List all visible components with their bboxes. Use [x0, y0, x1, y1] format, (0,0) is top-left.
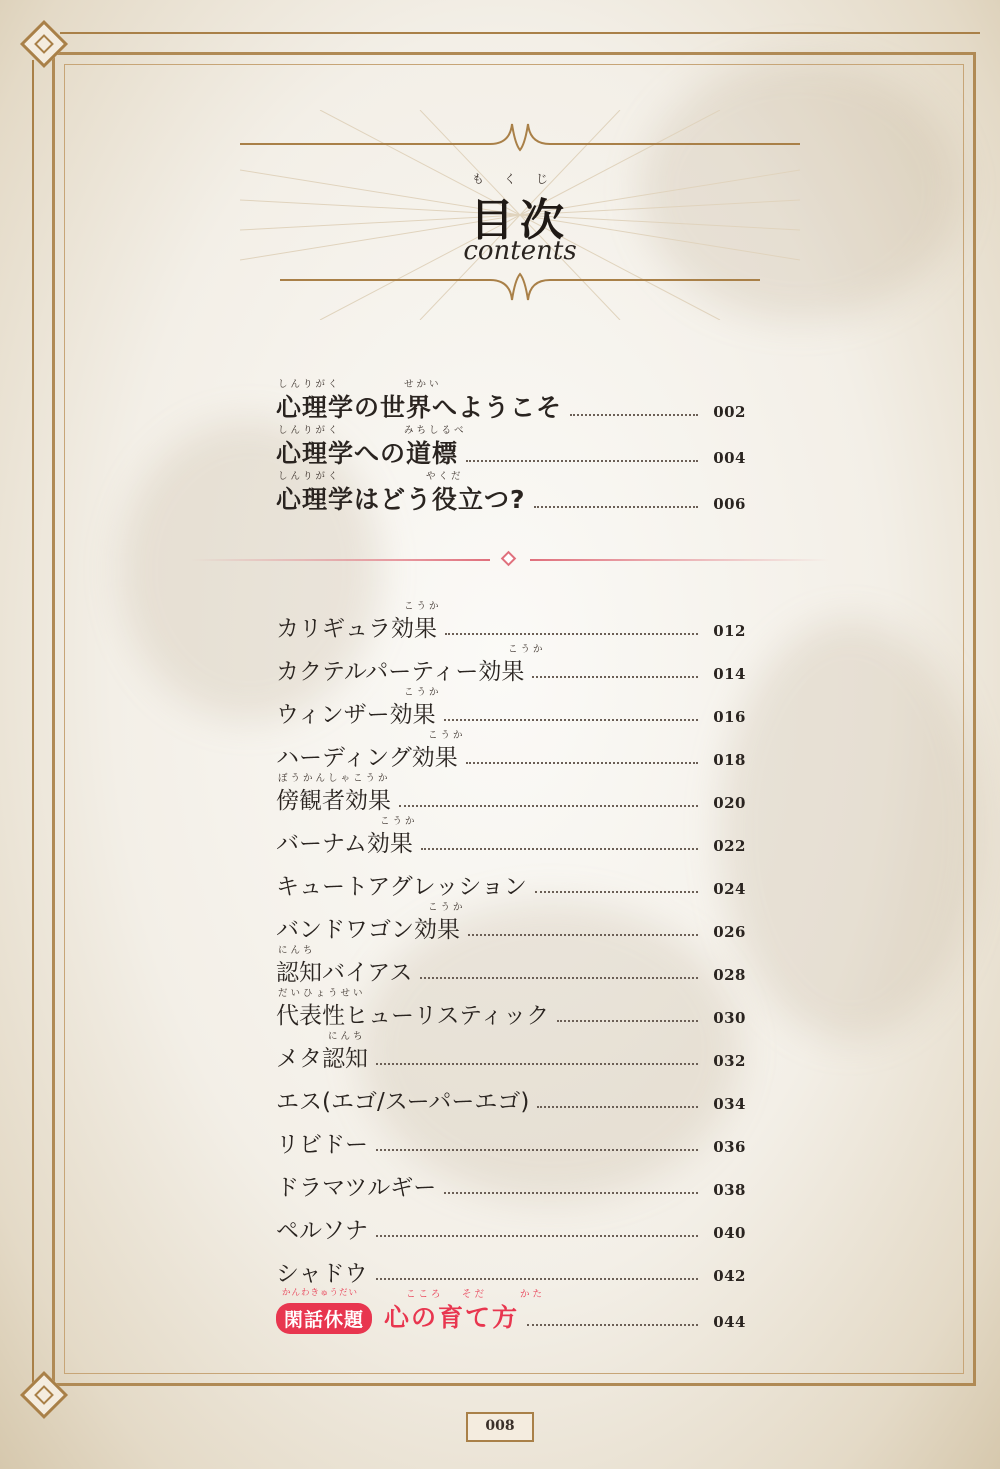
- title-block: [240, 110, 800, 320]
- leader-dots: [376, 1063, 698, 1065]
- page-title: 目次: [470, 195, 570, 246]
- toc-label: ペルソナ: [276, 1218, 368, 1244]
- leader-dots: [376, 1278, 698, 1280]
- ruby-text: かんわきゅうだい: [282, 1288, 359, 1298]
- leader-dots: [535, 891, 698, 893]
- ruby-text: しんりがく: [278, 471, 341, 482]
- toc-row[interactable]: [276, 1159, 746, 1202]
- toc-label: バンドワゴン効果: [276, 917, 460, 943]
- toc-page: 002: [713, 403, 746, 421]
- toc-page: 040: [713, 1224, 746, 1242]
- toc-row[interactable]: [276, 1116, 746, 1159]
- toc-page: 020: [713, 794, 746, 812]
- toc-row[interactable]: [276, 600, 746, 643]
- toc-page: 026: [713, 923, 746, 941]
- toc-page: 042: [713, 1267, 746, 1285]
- page-number: [466, 1412, 534, 1442]
- toc-page: 038: [713, 1181, 746, 1199]
- ruby-text: ぼうかんしゃこうか: [278, 773, 391, 784]
- leader-dots: [466, 762, 698, 764]
- toc-row[interactable]: [276, 424, 746, 470]
- ruby-text: かた: [520, 1289, 546, 1300]
- page-number-text: 008: [485, 1418, 515, 1434]
- ruby-text: こうか: [404, 687, 442, 698]
- ruby-text: しんりがく: [278, 425, 341, 436]
- toc-row[interactable]: [276, 643, 746, 686]
- toc-page: 018: [713, 751, 746, 769]
- left-ornament-line: [32, 60, 34, 1400]
- ruby-text: しんりがく: [278, 379, 341, 390]
- leader-dots: [537, 1106, 698, 1108]
- toc-page: 028: [713, 966, 746, 984]
- ruby-text: だいひょうせい: [278, 988, 366, 999]
- leader-dots: [534, 506, 698, 508]
- leader-dots: [466, 460, 698, 462]
- leader-dots: [444, 719, 698, 721]
- top-ornament-line: [60, 32, 980, 34]
- toc-page: 006: [713, 495, 746, 513]
- toc-row[interactable]: [276, 858, 746, 901]
- ruby-text: みちしるべ: [404, 425, 467, 436]
- leader-dots: [376, 1149, 698, 1151]
- toc-label: メタ認知: [276, 1046, 368, 1072]
- toc-page: 016: [713, 708, 746, 726]
- ruby-text: こうか: [428, 902, 466, 913]
- toc-page: 004: [713, 449, 746, 467]
- leader-dots: [468, 934, 698, 936]
- toc-row[interactable]: [276, 987, 746, 1030]
- toc-row[interactable]: [276, 729, 746, 772]
- leader-dots: [527, 1324, 698, 1326]
- ruby-text: こうか: [508, 644, 546, 655]
- leader-dots: [376, 1235, 698, 1237]
- toc-label: 心の育て方: [384, 1303, 520, 1332]
- ruby-text: そだ: [462, 1289, 488, 1300]
- toc-row[interactable]: [276, 1030, 746, 1073]
- toc-label: リビドー: [276, 1132, 368, 1158]
- toc-row[interactable]: [276, 1073, 746, 1116]
- toc-row-special[interactable]: [276, 1288, 746, 1334]
- toc-page: 024: [713, 880, 746, 898]
- toc-page: 032: [713, 1052, 746, 1070]
- ruby-text: せかい: [404, 379, 442, 390]
- ruby-text: こうか: [404, 601, 442, 612]
- toc-page: 014: [713, 665, 746, 683]
- toc-page: 012: [713, 622, 746, 640]
- toc-row[interactable]: [276, 1245, 746, 1288]
- toc-page: 030: [713, 1009, 746, 1027]
- toc-row[interactable]: [276, 815, 746, 858]
- toc-row[interactable]: [276, 470, 746, 516]
- ruby-text: こころ: [406, 1289, 444, 1300]
- ruby-text: こうか: [380, 816, 418, 827]
- toc-row[interactable]: [276, 686, 746, 729]
- title-furigana: もくじ: [471, 172, 568, 186]
- toc-label: ドラマツルギー: [276, 1175, 437, 1201]
- leader-dots: [399, 805, 698, 807]
- toc-row[interactable]: [276, 1202, 746, 1245]
- section-divider: [190, 559, 830, 561]
- ruby-text: にんち: [278, 945, 316, 956]
- ruby-text: こうか: [428, 730, 466, 741]
- leader-dots: [445, 633, 698, 635]
- leader-dots: [421, 848, 698, 850]
- toc-label: カクテルパーティー効果: [276, 659, 525, 685]
- page-subtitle: contents: [463, 236, 577, 266]
- toc-label: バーナム効果: [276, 831, 413, 857]
- toc-label: ウィンザー効果: [276, 702, 436, 728]
- ruby-text: にんち: [328, 1031, 366, 1042]
- toc-page: 044: [713, 1313, 746, 1331]
- intro-toc: [276, 378, 746, 516]
- toc-label: 認知バイアス: [276, 960, 413, 986]
- toc-row[interactable]: [276, 901, 746, 944]
- aside-badge: 閑話休題: [276, 1303, 372, 1334]
- ruby-text: やくだ: [426, 471, 464, 482]
- toc-row[interactable]: [276, 944, 746, 987]
- toc-label: シャドウ: [276, 1261, 368, 1287]
- toc-label: エス(エゴ/スーパーエゴ): [276, 1089, 530, 1115]
- toc-row[interactable]: [276, 378, 746, 424]
- leader-dots: [420, 977, 698, 979]
- leader-dots: [532, 676, 698, 678]
- toc-page: 036: [713, 1138, 746, 1156]
- toc-label: カリギュラ効果: [276, 616, 437, 642]
- toc-row[interactable]: [276, 772, 746, 815]
- toc-label: 心理学はどう役立つ?: [276, 485, 526, 514]
- leader-dots: [557, 1020, 698, 1022]
- toc-label: キュートアグレッション: [276, 874, 527, 900]
- toc-page: 022: [713, 837, 746, 855]
- main-toc: [276, 600, 746, 1334]
- leader-dots: [444, 1192, 698, 1194]
- toc-label: ハーディング効果: [276, 745, 458, 771]
- leader-dots: [570, 414, 698, 416]
- toc-label: 心理学の世界へようこそ: [276, 393, 563, 422]
- toc-label: 心理学への道標: [276, 439, 459, 468]
- toc-label: 代表性ヒューリスティック: [276, 1003, 550, 1029]
- toc-label: 傍観者効果: [276, 788, 391, 814]
- toc-page: 034: [713, 1095, 746, 1113]
